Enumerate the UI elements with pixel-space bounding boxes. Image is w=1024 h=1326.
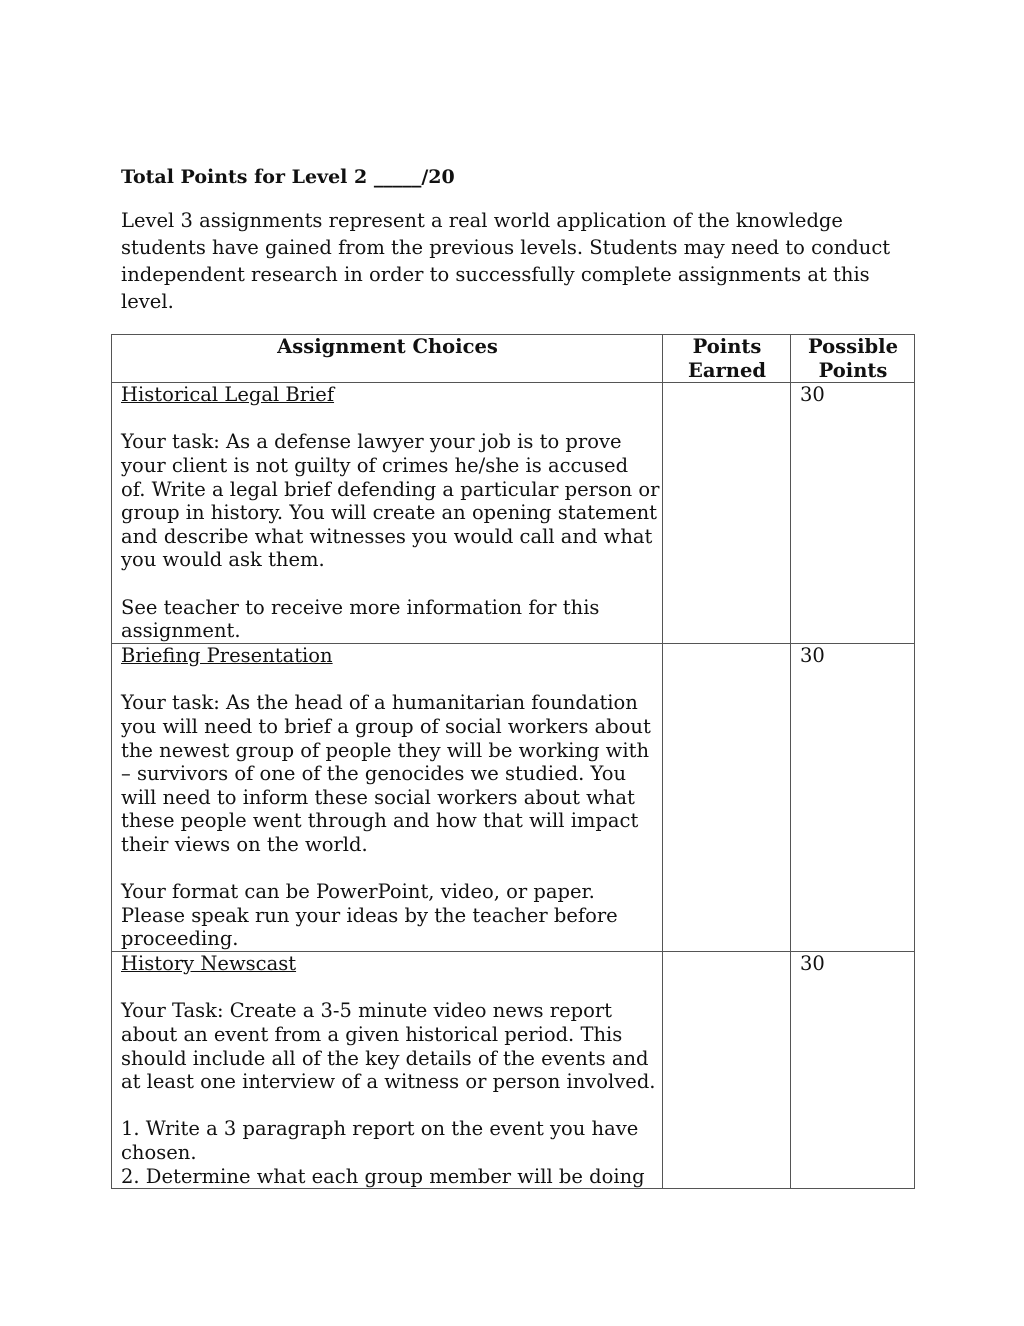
possible-points-cell: 30 [791, 952, 915, 1189]
task-line: Your task: As a defense lawyer your job is to prove [121, 430, 622, 454]
task-line: Your task: As the head of a humanitarian foundation [121, 691, 638, 715]
intro-line: level. [121, 290, 174, 313]
task-line: will need to inform these social workers about what [121, 785, 635, 809]
note-line: See teacher to receive more information for this [121, 595, 600, 619]
note-line: Your format can be PowerPoint, video, or paper. [121, 880, 595, 904]
table-row [112, 383, 915, 644]
possible-points-cell: 30 [791, 644, 915, 952]
task-line: and describe what witnesses you would call and what [121, 524, 653, 548]
task-line: your client is not guilty of crimes he/she is accused [121, 453, 629, 477]
table-header-row [112, 335, 915, 383]
intro-line: students have gained from the previous levels. Students may need to conduct [121, 236, 891, 259]
level-3-intro [121, 207, 911, 315]
note-line: 1. Write a 3 paragraph report on the event you have [121, 1117, 639, 1141]
points-earned-cell[interactable] [663, 644, 791, 952]
task-line: about an event from a given historical period. This [121, 1022, 623, 1046]
note-line: 2. Determine what each group member will be doing [121, 1164, 645, 1188]
header-points-earned: Points Earned [663, 335, 791, 383]
task-line: – survivors of one of the genocides we studied. You [121, 762, 627, 786]
table-row [112, 952, 915, 1189]
assignment-cell [112, 644, 663, 952]
task-line: you would ask them. [121, 548, 325, 572]
intro-line: Level 3 assignments represent a real world application of the knowledge [121, 209, 843, 232]
note-line: proceeding. [121, 927, 239, 951]
note-line: Please speak run your ideas by the teacher before [121, 903, 618, 927]
task-line: you will need to brief a group of social workers about [121, 714, 651, 738]
task-line: should include all of the key details of the events and [121, 1046, 649, 1070]
assignment-cell [112, 952, 663, 1189]
task-line: the newest group of people they will be working with [121, 738, 650, 762]
header-assignment-choices: Assignment Choices [112, 335, 663, 383]
task-line: group in history. You will create an opening statement [121, 501, 658, 525]
assignment-cell [112, 383, 663, 644]
note-line: assignment. [121, 619, 241, 643]
assignment-title: Briefing Presentation [121, 644, 333, 668]
task-line: of. Write a legal brief defending a particular person or [121, 477, 660, 501]
task-line: their views on the world. [121, 832, 368, 856]
points-earned-cell[interactable] [663, 383, 791, 644]
possible-points-cell: 30 [791, 383, 915, 644]
task-line: these people went through and how that will impact [121, 809, 639, 833]
note-line: chosen. [121, 1140, 197, 1164]
table-row [112, 644, 915, 952]
assignment-table [111, 334, 915, 1189]
total-points-heading: Total Points for Level 2 _____/20 [121, 166, 455, 188]
task-line: at least one interview of a witness or person involved. [121, 1070, 656, 1094]
assignment-title: History Newscast [121, 952, 297, 976]
task-line: Your Task: Create a 3-5 minute video news report [121, 999, 612, 1023]
header-possible-points: Possible Points [791, 335, 915, 383]
assignment-title: Historical Legal Brief [121, 383, 335, 407]
intro-line: independent research in order to successfully complete assignments at this [121, 263, 870, 286]
points-earned-cell[interactable] [663, 952, 791, 1189]
